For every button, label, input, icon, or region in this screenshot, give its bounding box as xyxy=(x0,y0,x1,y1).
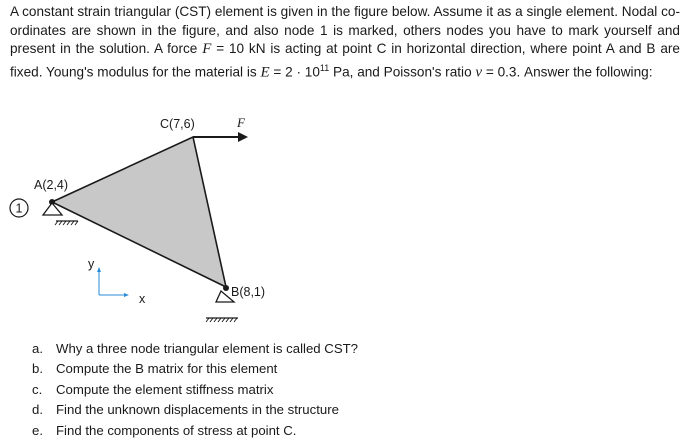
question-item xyxy=(32,421,672,441)
axis-x-label: x xyxy=(139,292,146,306)
question-text: Find the unknown displacements in the structure xyxy=(56,402,339,418)
question-label: c. xyxy=(32,381,43,397)
point-c-label: C(7,6) xyxy=(160,117,195,131)
coordinate-axes xyxy=(97,267,129,297)
question-item xyxy=(32,339,672,359)
young-value: = 2 · 10 xyxy=(269,64,320,80)
axis-y-label: y xyxy=(88,257,95,271)
question-item xyxy=(32,359,672,379)
force-arrow-head xyxy=(238,132,248,142)
poisson-symbol: ν xyxy=(475,64,483,81)
force-value: = 10 kN xyxy=(211,41,266,56)
question-list xyxy=(32,339,672,441)
poisson-value: = 0.3. Answer the following: xyxy=(482,64,653,80)
node-b-dot xyxy=(223,285,229,291)
young-unit: Pa, and Poisson's ratio xyxy=(329,64,476,80)
point-b-label: B(8,1) xyxy=(231,285,266,299)
question-label: d. xyxy=(32,402,43,418)
question-item xyxy=(32,400,672,420)
question-label: e. xyxy=(32,422,43,438)
question-label: a. xyxy=(32,341,43,356)
question-text: Why a three node triangular element is called CST? xyxy=(56,341,358,356)
question-text: Compute the B matrix for this element xyxy=(56,361,278,377)
young-symbol: E xyxy=(260,64,270,81)
question-item xyxy=(32,380,672,400)
young-exponent: 11 xyxy=(319,62,330,73)
question-text: Find the components of stress at point C. xyxy=(56,422,297,438)
point-a-label: A(2,4) xyxy=(34,178,69,192)
question-text: Compute the element stiffness matrix xyxy=(56,381,274,397)
problem-text-1: A constant strain triangular (CST) element is given in the figure below. Assume it as a single element. Nodal co-ordinates are shown in the figure, and also node 1 is marked, others nodes you have to mark yourself and present in the solution. A force xyxy=(10,4,680,56)
triangle-element xyxy=(52,137,226,287)
force-symbol: F xyxy=(202,41,212,57)
force-label: F xyxy=(237,115,245,130)
question-label: b. xyxy=(32,361,43,377)
node-number: 1 xyxy=(15,201,23,216)
problem-text-2: is acting at point C in horizontal direction, where point A and B are fixed. Young's modulus for the material is xyxy=(10,41,680,80)
